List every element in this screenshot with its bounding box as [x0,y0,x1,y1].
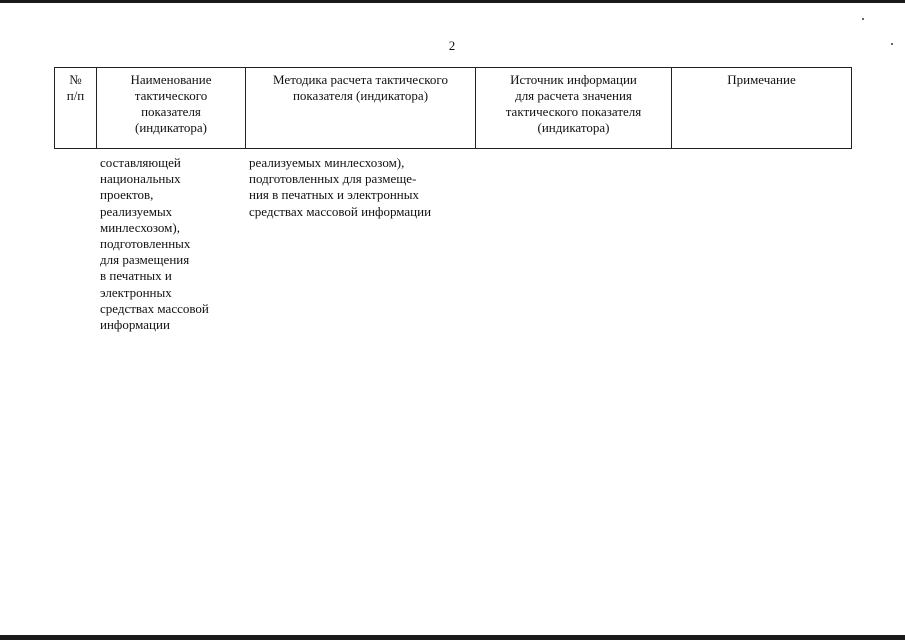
col-header-indicator-name: Наименование тактического показателя (индикатора) [97,68,246,149]
row-indicator-name-cell: составляющей национальных проектов, реализуемых минлесхозом), подготовленных для размещения в печатных и электронных средствах массовой информации [100,155,209,333]
indicator-table-header [54,67,852,149]
page-number: 2 [448,38,456,53]
col-header-calculation-method: Методика расчета тактического показателя (индикатора) [246,68,476,149]
scan-top-border [0,0,905,3]
col-header-number: № п/п [55,68,97,149]
row-calculation-method-cell: реализуемых минлесхозом), подготовленных для размеще- ния в печатных и электронных средствах массовой информации [249,155,432,219]
scan-speck [891,43,893,45]
scan-bottom-border [0,635,905,640]
col-header-note: Примечание [672,68,852,149]
col-header-information-source: Источник информации для расчета значения тактического показателя (индикатора) [476,68,672,149]
table-header-row [55,68,852,149]
scan-speck [862,18,864,20]
